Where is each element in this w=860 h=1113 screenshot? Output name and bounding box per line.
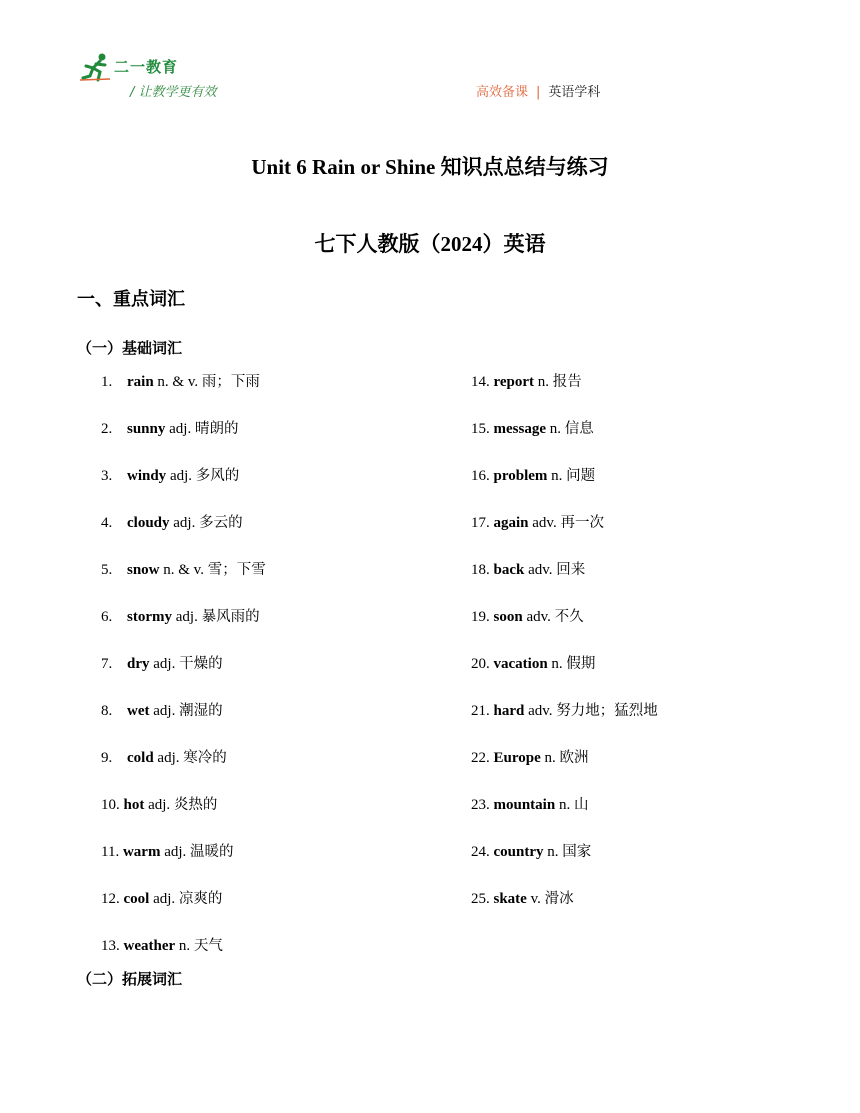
vocab-pos: adj. xyxy=(153,656,176,672)
header-label-subject: 英语学科 xyxy=(548,85,601,100)
vocab-pos: adv. xyxy=(528,562,553,578)
vocab-number: 16. xyxy=(471,468,490,484)
vocab-pos: n. xyxy=(558,797,571,813)
vocab-meaning: 干燥的 xyxy=(179,656,223,672)
vocab-item xyxy=(101,746,227,767)
vocab-meaning: 努力地；猛烈地 xyxy=(556,703,658,719)
vocab-word: Europe xyxy=(493,750,541,766)
vocab-word: again xyxy=(493,515,529,531)
vocab-pos: n. xyxy=(551,656,563,672)
vocab-word: wet xyxy=(127,703,150,719)
vocab-meaning: 寒冷的 xyxy=(183,750,227,766)
vocab-word: cool xyxy=(123,891,150,907)
vocab-item xyxy=(471,652,595,673)
vocab-meaning: 潮湿的 xyxy=(179,703,223,719)
vocab-number: 17. xyxy=(471,515,490,531)
vocab-number: 3. xyxy=(101,468,113,484)
page-subtitle: 七下人教版（2024）英语 xyxy=(314,232,546,256)
vocab-meaning: 炎热的 xyxy=(173,797,218,813)
vocab-item xyxy=(101,840,234,861)
vocab-pos: v. xyxy=(530,891,541,907)
vocab-word: weather xyxy=(123,938,176,954)
vocab-pos: adj. xyxy=(153,703,176,719)
vocab-word: cold xyxy=(127,750,154,766)
vocab-pos: adv. xyxy=(528,703,553,719)
vocab-pos: adj. xyxy=(148,797,171,813)
vocab-meaning: 不久 xyxy=(554,609,584,625)
vocab-word: skate xyxy=(493,891,527,907)
vocab-pos: adj. xyxy=(173,515,196,531)
vocab-number: 14. xyxy=(471,374,490,390)
vocab-meaning: 滑冰 xyxy=(544,891,574,907)
vocab-item xyxy=(101,370,260,391)
vocab-number: 18. xyxy=(471,562,490,578)
vocab-meaning: 温暖的 xyxy=(190,844,234,860)
header-right xyxy=(476,81,600,100)
vocab-item xyxy=(471,699,658,720)
vocab-item xyxy=(101,652,223,673)
vocab-number: 24. xyxy=(471,844,490,860)
vocab-number: 12. xyxy=(101,891,120,907)
vocab-word: back xyxy=(493,562,525,578)
vocab-item xyxy=(471,605,584,626)
vocab-number: 25. xyxy=(471,891,490,907)
vocab-meaning: 国家 xyxy=(562,844,592,860)
vocab-number: 9. xyxy=(101,750,113,766)
vocab-item xyxy=(101,464,239,485)
vocab-meaning: 信息 xyxy=(564,421,594,437)
vocab-pos: n. & v. xyxy=(163,562,204,578)
vocab-pos: adj. xyxy=(175,609,198,625)
vocab-meaning: 雨；下雨 xyxy=(201,374,260,390)
vocab-meaning: 多云的 xyxy=(199,515,243,531)
vocab-item xyxy=(471,840,591,861)
vocab-item xyxy=(101,605,260,626)
section-heading: 一、重点词汇 xyxy=(77,289,185,310)
vocab-pos: adj. xyxy=(169,421,192,437)
vocab-word: dry xyxy=(127,656,150,672)
vocab-pos: n. xyxy=(549,421,561,437)
vocab-word: hot xyxy=(123,797,145,813)
vocab-number: 1. xyxy=(101,374,113,390)
vocab-word: warm xyxy=(122,844,161,860)
header-separator: | xyxy=(536,85,541,100)
vocab-meaning: 晴朗的 xyxy=(194,421,239,437)
vocab-word: report xyxy=(493,374,535,390)
vocab-number: 8. xyxy=(101,703,113,719)
vocab-meaning: 报告 xyxy=(552,374,582,390)
vocab-number: 20. xyxy=(471,656,490,672)
vocab-meaning: 问题 xyxy=(566,468,596,484)
vocab-item xyxy=(101,699,223,720)
vocab-word: message xyxy=(493,421,546,437)
vocab-meaning: 假期 xyxy=(566,656,596,672)
vocab-item xyxy=(471,511,604,532)
vocab-item xyxy=(101,511,243,532)
vocab-pos: adj. xyxy=(157,750,180,766)
vocab-number: 6. xyxy=(101,609,113,625)
vocab-meaning: 多风的 xyxy=(195,468,240,484)
subsection-extended-heading: （二）拓展词汇 xyxy=(77,970,183,988)
vocab-word: rain xyxy=(127,374,154,390)
vocab-item xyxy=(101,793,217,814)
vocab-word: windy xyxy=(127,468,167,484)
vocab-meaning: 山 xyxy=(573,797,589,813)
slogan: / 让教学更有效 xyxy=(130,85,217,100)
vocab-meaning: 暴风雨的 xyxy=(201,609,260,625)
runner-logo-icon xyxy=(80,52,114,82)
vocab-item xyxy=(101,934,223,955)
vocab-meaning: 雪；下雪 xyxy=(207,562,266,578)
vocab-number: 23. xyxy=(471,797,490,813)
vocab-item xyxy=(471,746,588,767)
vocab-number: 5. xyxy=(101,562,113,578)
vocab-number: 13. xyxy=(101,938,120,954)
vocab-word: stormy xyxy=(127,609,172,625)
vocab-pos: adv. xyxy=(532,515,557,531)
vocab-item xyxy=(101,558,266,579)
vocab-item xyxy=(471,793,588,814)
vocab-number: 11. xyxy=(101,844,120,860)
vocab-meaning: 再一次 xyxy=(560,515,604,531)
vocab-number: 22. xyxy=(471,750,490,766)
vocab-item xyxy=(471,464,595,485)
vocab-meaning: 回来 xyxy=(556,562,586,578)
vocab-pos: adj. xyxy=(153,891,176,907)
vocab-meaning: 凉爽的 xyxy=(178,891,223,907)
vocab-word: soon xyxy=(493,609,523,625)
vocab-number: 21. xyxy=(471,703,490,719)
vocab-number: 7. xyxy=(101,656,113,672)
vocab-number: 19. xyxy=(471,609,490,625)
vocab-pos: adj. xyxy=(164,844,187,860)
vocab-pos: n. & v. xyxy=(157,374,199,390)
vocab-word: country xyxy=(493,844,544,860)
vocab-number: 15. xyxy=(471,421,490,437)
vocab-word: vacation xyxy=(493,656,548,672)
vocab-pos: n. xyxy=(178,938,191,954)
vocab-item xyxy=(471,887,574,908)
vocab-item xyxy=(101,417,238,438)
vocab-pos: adj. xyxy=(169,468,193,484)
vocab-item xyxy=(471,370,582,391)
vocab-meaning: 天气 xyxy=(193,938,223,954)
vocab-number: 4. xyxy=(101,515,113,531)
vocab-meaning: 欧洲 xyxy=(559,750,589,766)
vocab-item xyxy=(101,887,222,908)
vocab-word: mountain xyxy=(493,797,556,813)
vocab-word: hard xyxy=(493,703,525,719)
vocab-pos: n. xyxy=(544,750,556,766)
subsection-basic-heading: （一）基础词汇 xyxy=(77,339,183,357)
vocab-word: sunny xyxy=(127,421,166,437)
vocab-item xyxy=(471,558,585,579)
vocab-word: cloudy xyxy=(127,515,170,531)
vocab-pos: n. xyxy=(537,374,550,390)
vocab-pos: n. xyxy=(551,468,563,484)
vocab-word: problem xyxy=(493,468,548,484)
vocab-pos: adv. xyxy=(526,609,551,625)
vocab-pos: n. xyxy=(547,844,559,860)
vocab-word: snow xyxy=(127,562,160,578)
header-label-prep: 高效备课 xyxy=(476,85,529,100)
vocab-number: 2. xyxy=(101,421,113,437)
logo-text: 二一教育 xyxy=(114,58,179,76)
vocab-number: 10. xyxy=(101,797,120,813)
page-title: Unit 6 Rain or Shine 知识点总结与练习 xyxy=(251,155,609,179)
vocab-item xyxy=(471,417,594,438)
